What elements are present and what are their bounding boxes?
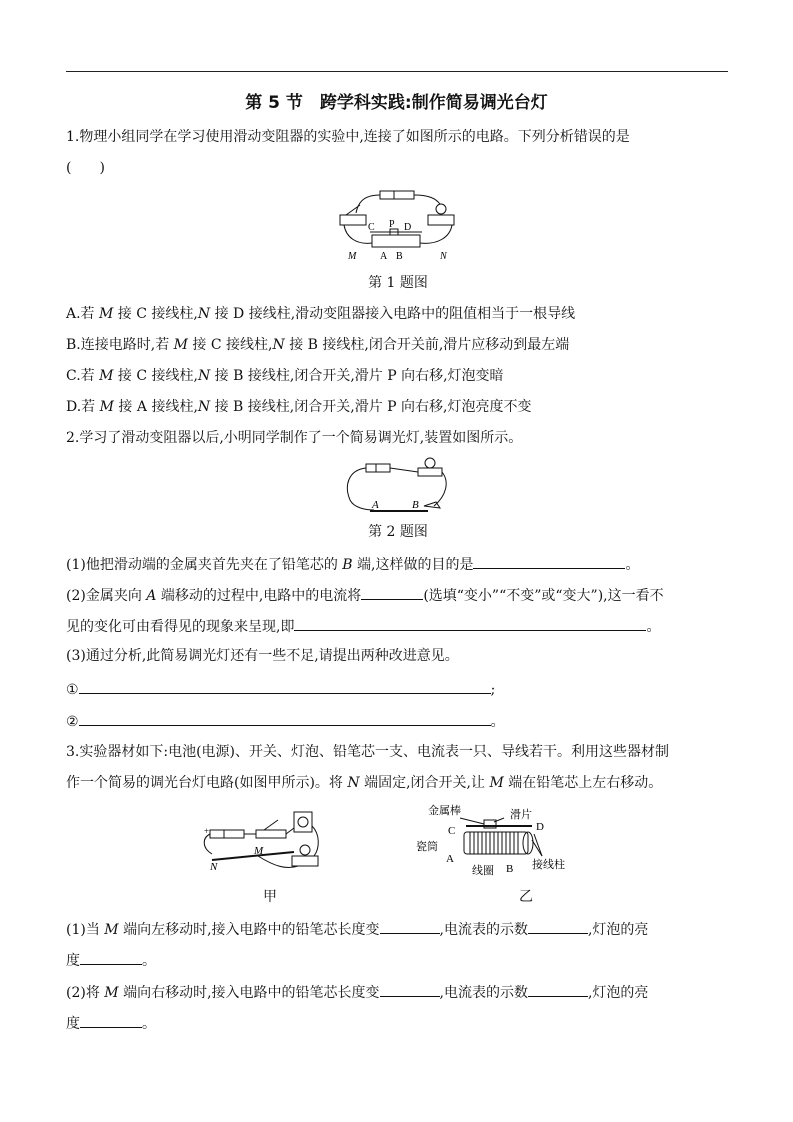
q2-fig-label-a: A: [372, 499, 379, 511]
q2-part1-blank[interactable]: [473, 553, 625, 569]
q3-part1-line1: (1)当 M 端向左移动时,接入电路中的铅笔芯长度变 ,电流表的示数 ,灯泡的亮: [66, 918, 648, 940]
q3-figure-jia: [202, 808, 324, 878]
q2-stem: 2.学习了滑动变阻器以后,小明同学制作了一个简易调光灯,装置如图所示。: [66, 430, 523, 446]
q2-suggestion-1: ① ;: [66, 678, 495, 700]
q1-fig-label-c: C: [368, 222, 375, 233]
q2-part2-line1: (2)金属夹向 A 端移动的过程中,电路中的电流将 (选填“变小”“不变”或“变大”),这一看不: [66, 584, 664, 606]
q3-caption-jia: 甲: [263, 889, 277, 905]
q3-yi-label-a: A: [446, 853, 454, 865]
top-rule: [66, 71, 728, 72]
q3-yi-label-b: B: [506, 863, 514, 875]
q2-part1: (1)他把滑动端的金属夹首先夹在了铅笔芯的 B 端,这样做的目的是 。: [66, 553, 639, 575]
q2-figure-caption: 第 2 题图: [368, 524, 428, 540]
q2-fig-label-b: B: [412, 499, 419, 511]
q1-fig-label-m: M: [348, 251, 357, 262]
q1-fig-label-p: P: [389, 219, 395, 230]
q2-suggestion-1-blank[interactable]: [79, 678, 491, 694]
q1-fig-label-n: N: [440, 251, 447, 262]
q3-part1-blank3[interactable]: [80, 949, 142, 965]
q3-yi-label-d: D: [536, 821, 544, 833]
q2-suggestion-2-blank[interactable]: [79, 710, 491, 726]
q3-jia-label-m: M: [254, 845, 264, 857]
q3-part2-blank3[interactable]: [80, 1012, 142, 1028]
q3-stem-line1: 3.实验器材如下:电池(电源)、开关、灯泡、铅笔芯一支、电流表一只、导线若干。利用这些器材制: [66, 744, 669, 760]
q3-part2-line1: (2)将 M 端向右移动时,接入电路中的铅笔芯长度变 ,电流表的示数 ,灯泡的亮: [66, 981, 648, 1003]
q3-yi-label-c: C: [448, 825, 456, 837]
q3-part1-blank2[interactable]: [528, 918, 588, 934]
q3-part1-blank1[interactable]: [380, 918, 440, 934]
q1-stem: 1.物理小组同学在学习使用滑动变阻器的实验中,连接了如图所示的电路。下列分析错误的是: [66, 129, 630, 145]
q3-part2-blank1[interactable]: [380, 981, 440, 997]
q3-part2-blank2[interactable]: [528, 981, 588, 997]
q1-figure-caption: 第 1 题图: [368, 275, 428, 291]
q2-part2-line2: 见的变化可由看得见的现象来呈现,即 。: [66, 615, 660, 637]
q1-option-a: A.若 M 接 C 接线柱,N 接 D 接线柱,滑动变阻器接入电路中的阻值相当于一根导线: [66, 306, 576, 322]
q1-option-d: D.若 M 接 A 接线柱,N 接 B 接线柱,闭合开关,滑片 P 向右移,灯泡亮度不变: [66, 399, 532, 415]
svg-text:+: +: [204, 826, 210, 836]
q3-caption-yi: 乙: [519, 889, 533, 905]
q3-yi-label-coil: 线圈: [472, 865, 494, 877]
q3-part1-line2: 度 。: [66, 949, 156, 971]
q3-yi-label-post: 接线柱: [532, 859, 565, 871]
q1-fig-label-b: B: [396, 251, 403, 262]
q3-part2-line2: 度 。: [66, 1012, 156, 1034]
q3-yi-label-slider: 滑片: [510, 809, 532, 821]
q2-part3: (3)通过分析,此简易调光灯还有一些不足,请提出两种改进意见。: [66, 648, 459, 664]
q2-suggestion-2: ② 。: [66, 710, 505, 732]
q3-yi-label-tube: 瓷筒: [416, 841, 438, 853]
q3-figure-yi: [414, 800, 584, 880]
q1-figure: [338, 185, 460, 265]
q2-part2-blank1[interactable]: [361, 584, 423, 600]
q1-option-b: B.连接电路时,若 M 接 C 接线柱,N 接 B 接线柱,闭合开关前,滑片应移动到最左端: [66, 337, 570, 353]
q1-answer-paren: ( ): [66, 160, 105, 176]
q3-stem-line2: 作一个简易的调光台灯电路(如图甲所示)。将 N 端固定,闭合开关,让 M 端在铅笔芯上左右移动。: [66, 775, 663, 791]
q1-fig-label-d: D: [404, 222, 412, 233]
q2-part2-blank2[interactable]: [294, 615, 646, 631]
page-title: 第 5 节 跨学科实践:制作简易调光台灯: [245, 93, 548, 113]
q1-option-c: C.若 M 接 C 接线柱,N 接 B 接线柱,闭合开关,滑片 P 向右移,灯泡变暗: [66, 368, 504, 384]
q3-yi-label-rod: 金属棒: [428, 805, 461, 817]
q1-fig-label-a: A: [380, 251, 388, 262]
q2-figure: [342, 456, 454, 516]
q3-jia-label-n: N: [210, 861, 218, 873]
